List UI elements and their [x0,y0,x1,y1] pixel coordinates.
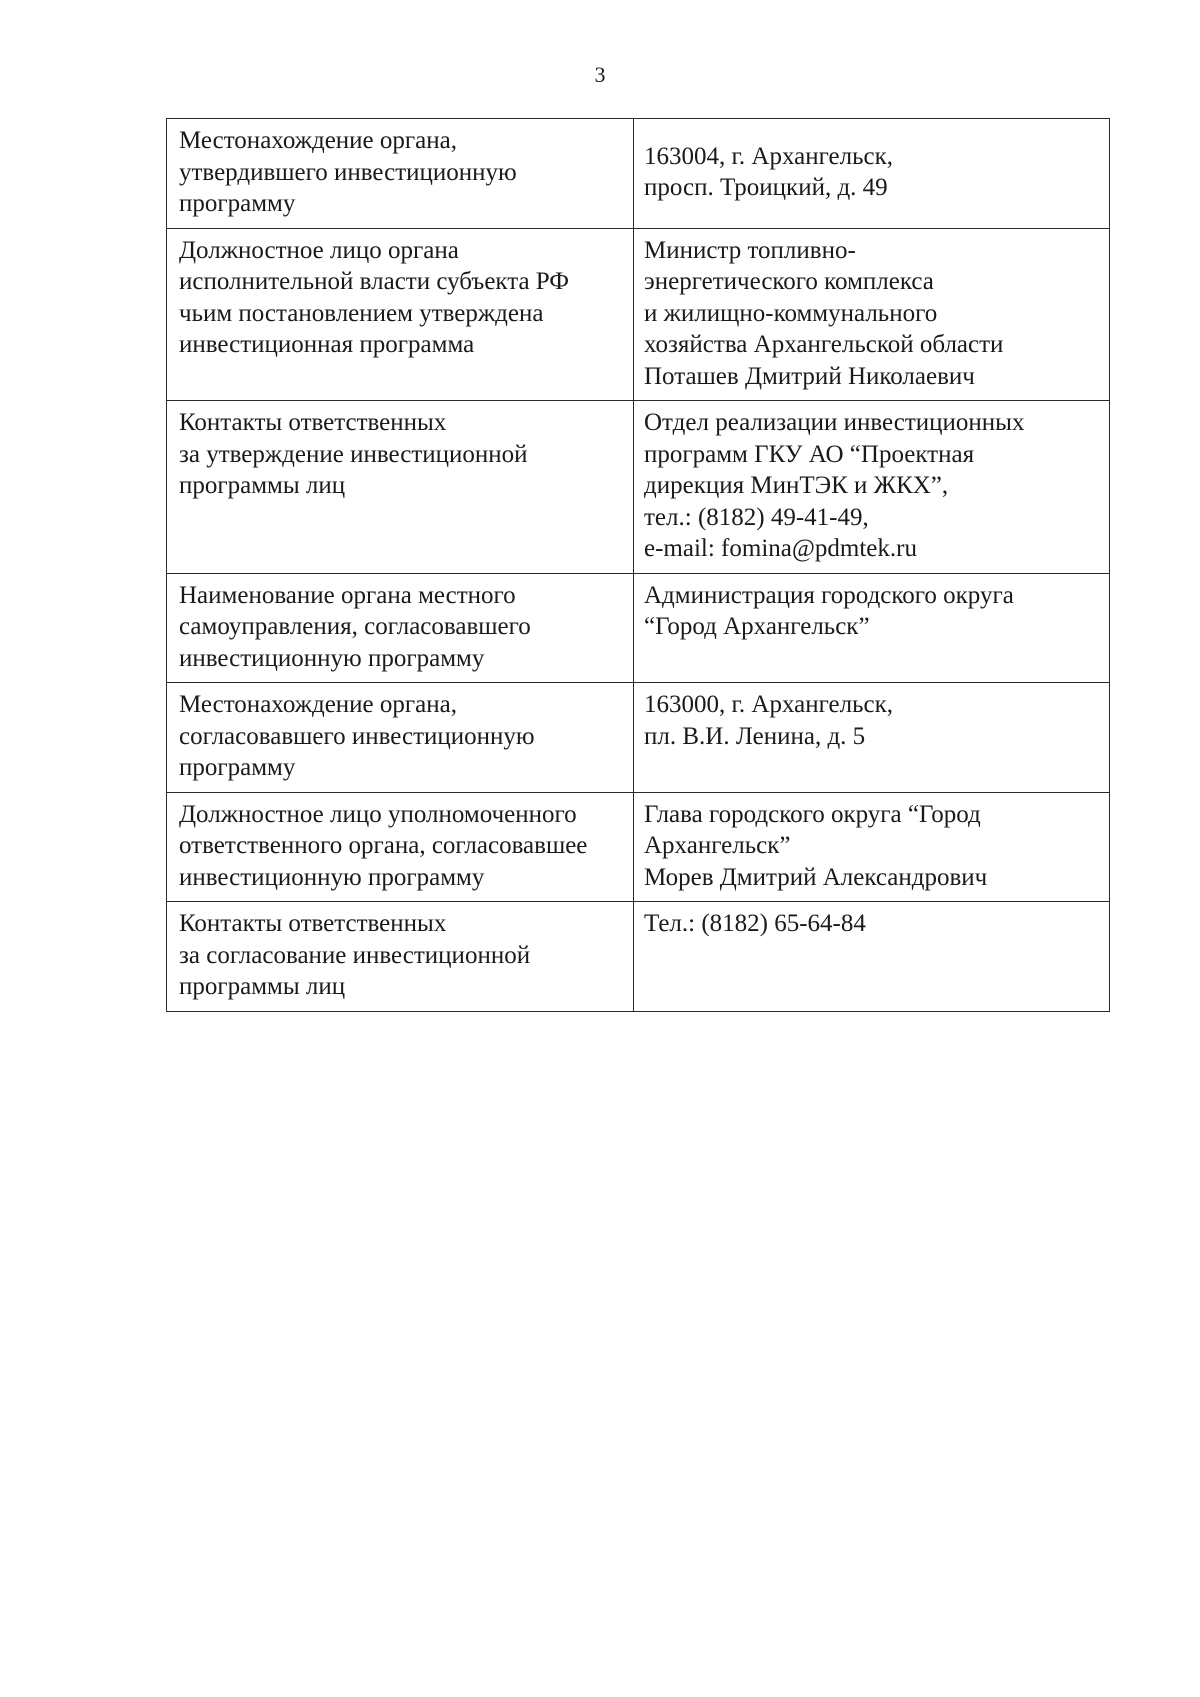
row-label-agreement-contacts: Контакты ответственных за согласование инвестиционной программы лиц [167,902,634,1012]
row-label-approving-body-location: Местонахождение органа, утвердившего инвестиционную программу [167,119,634,229]
table-row [167,902,1110,1012]
row-label-approval-contacts: Контакты ответственных за утверждение инвестиционной программы лиц [167,401,634,574]
row-value-agreeing-official: Глава городского округа “Город Архангельск” Морев Дмитрий Александрович [634,792,1110,902]
row-value-approval-contacts: Отдел реализации инвестиционных программ ГКУ АО “Проектная дирекция МинТЭК и ЖКХ”, тел.: (8182) 49-41-49, e-mail: fomina@pdmtek.ru [634,401,1110,574]
row-value-agreement-contacts: Тел.: (8182) 65-64-84 [634,902,1110,1012]
table-row [167,792,1110,902]
page-number: 3 [594,62,606,87]
table-row [167,228,1110,401]
row-label-local-government-name: Наименование органа местного самоуправления, согласовавшего инвестиционную программу [167,573,634,683]
table-row [167,573,1110,683]
row-value-approving-official: Министр топливно- энергетического комплекса и жилищно-коммунального хозяйства Архангельской области Поташев Дмитрий Николаевич [634,228,1110,401]
row-label-approving-official: Должностное лицо органа исполнительной власти субъекта РФ чьим постановлением утверждена инвестиционная программа [167,228,634,401]
row-label-agreeing-body-location: Местонахождение органа, согласовавшего инвестиционную программу [167,683,634,793]
table-row [167,119,1110,229]
investment-program-info-table [166,118,1110,1012]
row-value-agreeing-body-location: 163000, г. Архангельск, пл. В.И. Ленина, д. 5 [634,683,1110,793]
row-value-approving-body-location: 163004, г. Архангельск, просп. Троицкий, д. 49 [634,119,1110,229]
table-row [167,401,1110,574]
row-label-agreeing-official: Должностное лицо уполномоченного ответственного органа, согласовавшее инвестиционную программу [167,792,634,902]
row-value-local-government-name: Администрация городского округа “Город Архангельск” [634,573,1110,683]
table-row [167,683,1110,793]
